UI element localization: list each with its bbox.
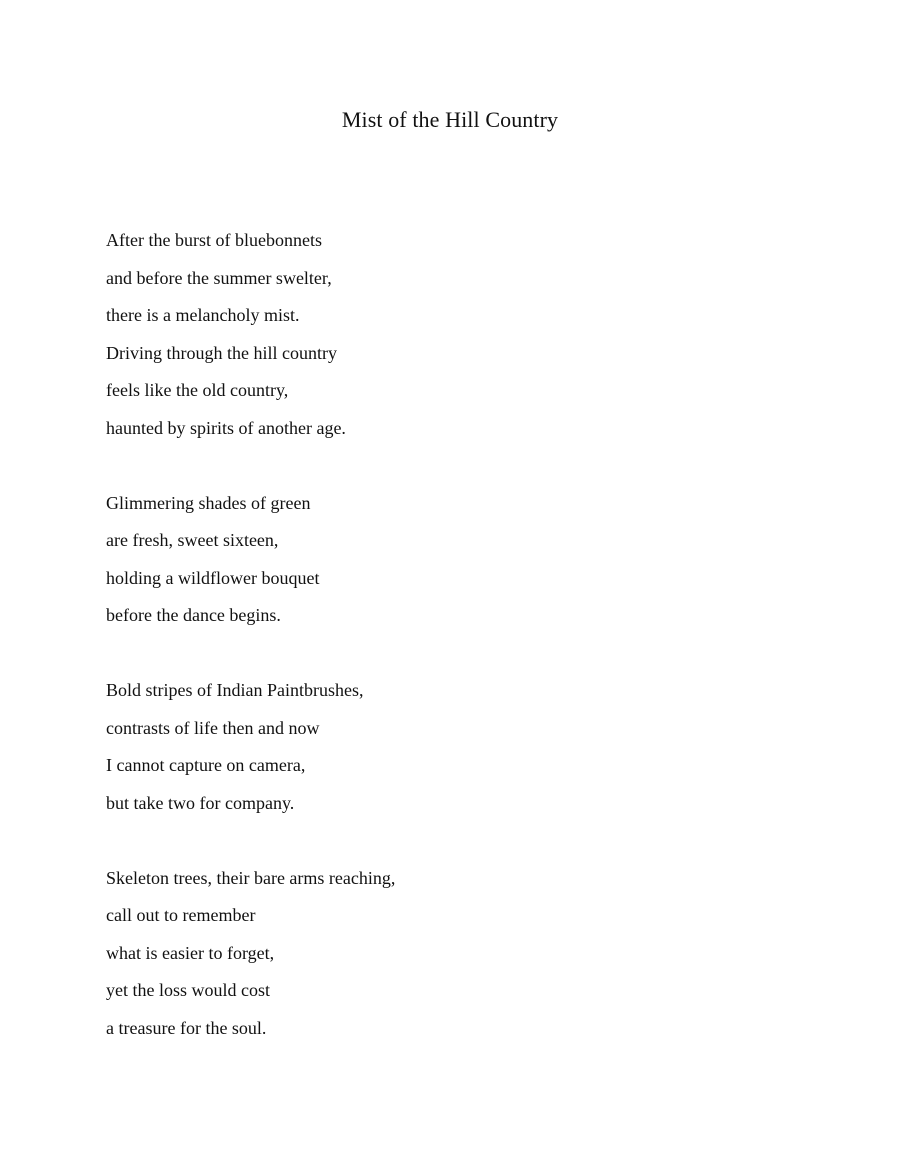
poem-line: Bold stripes of Indian Paintbrushes, — [106, 680, 364, 700]
poem-line: I cannot capture on camera, — [106, 755, 306, 775]
poem-line: Skeleton trees, their bare arms reaching, — [106, 867, 396, 888]
poem-line: yet the loss would cost — [106, 980, 270, 1000]
poem-line: holding a wildflower bouquet — [106, 567, 320, 588]
poem-line: there is a melancholy mist. — [106, 305, 300, 325]
poem-line: contrasts of life then and now — [106, 717, 320, 738]
poem-line: Glimmering shades of green — [106, 492, 311, 513]
poem-line: a treasure for the soul. — [106, 1017, 267, 1038]
poem-line: but take two for company. — [106, 792, 295, 813]
poem-line: before the dance begins. — [106, 605, 281, 625]
poem-line: Driving through the hill country — [106, 342, 337, 363]
stanza-2 — [106, 485, 806, 635]
poem-line: and before the summer swelter, — [106, 267, 332, 288]
stanza-1 — [106, 222, 806, 447]
stanza-3 — [106, 672, 806, 822]
poem-line: call out to remember — [106, 905, 256, 925]
poem-line: what is easier to forget, — [106, 942, 275, 963]
poem-line: feels like the old country, — [106, 380, 289, 400]
poem-line: haunted by spirits of another age. — [106, 417, 346, 438]
poem-body — [106, 222, 806, 1085]
poem-title: Mist of the Hill Country — [341, 107, 559, 132]
stanza-4 — [106, 860, 806, 1048]
poem-line: are fresh, sweet sixteen, — [106, 530, 279, 550]
poem-line: After the burst of bluebonnets — [106, 230, 322, 250]
